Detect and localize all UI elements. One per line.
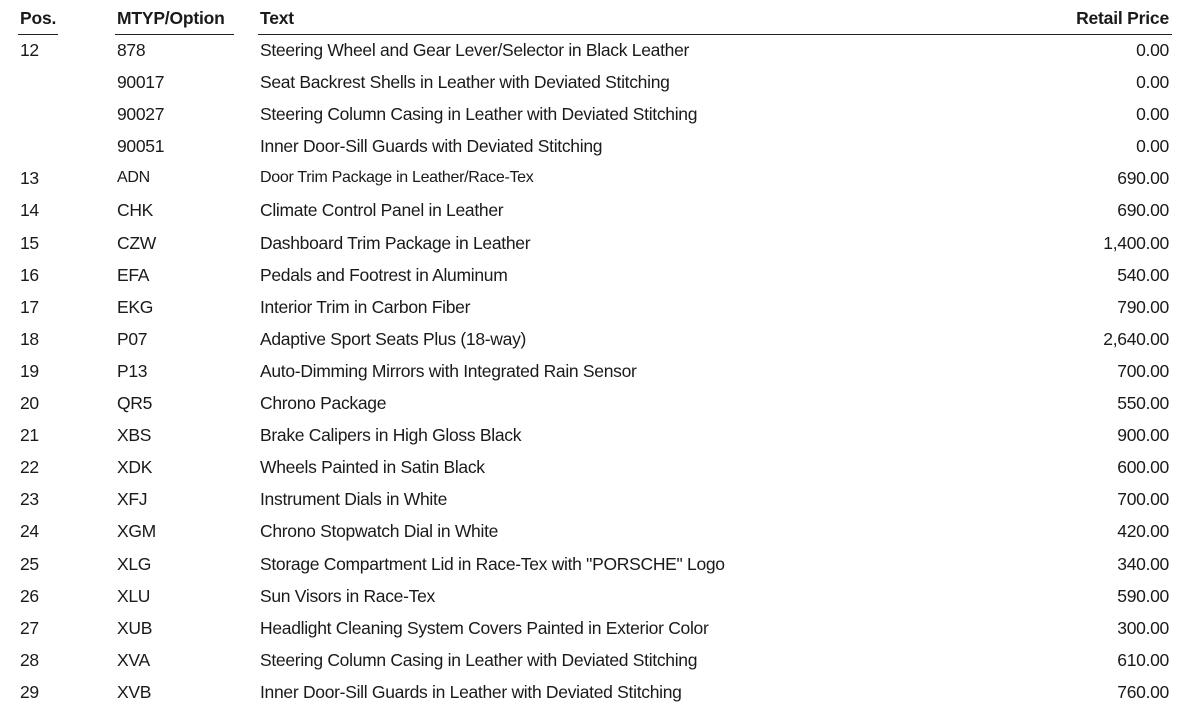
table-row xyxy=(0,99,1189,131)
row-text: Seat Backrest Shells in Leather with Deviated Stitching xyxy=(260,72,670,93)
row-mtyp-option: ADN xyxy=(117,169,150,187)
row-retail-price: 340.00 xyxy=(1117,553,1169,574)
table-body xyxy=(0,35,1189,709)
table-row xyxy=(0,131,1189,163)
row-text: Auto-Dimming Mirrors with Integrated Rain Sensor xyxy=(260,360,637,381)
row-text: Climate Control Panel in Leather xyxy=(260,200,504,221)
header-text: Text xyxy=(260,8,294,28)
row-text: Door Trim Package in Leather/Race-Tex xyxy=(260,169,534,187)
row-retail-price: 900.00 xyxy=(1117,425,1169,446)
table-row xyxy=(0,452,1189,484)
row-mtyp-option: XLG xyxy=(117,553,152,574)
table-row xyxy=(0,163,1189,195)
row-pos: 23 xyxy=(20,489,39,510)
row-mtyp-option: QR5 xyxy=(117,393,153,414)
row-pos: 14 xyxy=(20,200,39,221)
row-mtyp-option: 878 xyxy=(117,40,146,60)
row-retail-price: 540.00 xyxy=(1117,264,1169,285)
table-row xyxy=(0,581,1189,613)
row-retail-price: 550.00 xyxy=(1117,393,1169,414)
row-mtyp-option: P13 xyxy=(117,360,148,381)
row-pos: 24 xyxy=(20,521,39,542)
row-pos: 22 xyxy=(20,457,39,478)
row-text: Interior Trim in Carbon Fiber xyxy=(260,296,471,317)
row-mtyp-option: 90051 xyxy=(117,136,165,157)
row-text: Steering Column Casing in Leather with Deviated Stitching xyxy=(260,649,698,670)
row-pos: 19 xyxy=(20,360,39,381)
row-text: Storage Compartment Lid in Race-Tex with "PORSCHE" Logo xyxy=(260,553,725,574)
row-pos: 16 xyxy=(20,264,39,285)
row-mtyp-option: XBS xyxy=(117,425,152,446)
row-text: Instrument Dials in White xyxy=(260,489,448,510)
row-text: Pedals and Footrest in Aluminum xyxy=(260,264,508,285)
row-pos: 15 xyxy=(20,232,39,253)
row-text: Headlight Cleaning System Covers Painted in Exterior Color xyxy=(260,617,709,638)
row-text: Steering Wheel and Gear Lever/Selector in Black Leather xyxy=(260,40,690,60)
row-mtyp-option: XGM xyxy=(117,521,156,542)
table-row xyxy=(0,645,1189,677)
row-text: Chrono Package xyxy=(260,393,387,414)
table-row xyxy=(0,228,1189,260)
row-mtyp-option: XDK xyxy=(117,457,153,478)
table-header xyxy=(0,4,1189,32)
row-retail-price: 300.00 xyxy=(1117,617,1169,638)
table-row xyxy=(0,484,1189,516)
row-text: Adaptive Sport Seats Plus (18-way) xyxy=(260,328,527,349)
row-mtyp-option: P07 xyxy=(117,328,148,349)
row-mtyp-option: XVB xyxy=(117,681,152,702)
row-retail-price: 610.00 xyxy=(1117,649,1169,670)
table-row xyxy=(0,35,1189,67)
row-mtyp-option: XUB xyxy=(117,617,153,638)
row-retail-price: 790.00 xyxy=(1117,296,1169,317)
table-row xyxy=(0,549,1189,581)
table-row xyxy=(0,195,1189,227)
row-mtyp-option: CZW xyxy=(117,232,156,253)
table-row xyxy=(0,388,1189,420)
row-pos: 27 xyxy=(20,617,39,638)
row-mtyp-option: XVA xyxy=(117,649,150,670)
row-retail-price: 0.00 xyxy=(1136,72,1169,93)
row-text: Dashboard Trim Package in Leather xyxy=(260,232,531,253)
row-mtyp-option: EFA xyxy=(117,264,150,285)
row-retail-price: 600.00 xyxy=(1117,457,1169,478)
row-text: Inner Door-Sill Guards in Leather with Deviated Stitching xyxy=(260,681,682,702)
header-retail-price: Retail Price xyxy=(1076,8,1169,28)
header-pos: Pos. xyxy=(20,8,57,28)
row-pos: 29 xyxy=(20,681,39,702)
table-row xyxy=(0,324,1189,356)
row-retail-price: 2,640.00 xyxy=(1103,328,1169,349)
table-row xyxy=(0,516,1189,548)
row-mtyp-option: 90017 xyxy=(117,72,165,93)
header-mtyp-option: MTYP/Option xyxy=(117,8,225,28)
row-text: Sun Visors in Race-Tex xyxy=(260,585,435,606)
row-pos: 12 xyxy=(20,40,39,60)
row-pos: 20 xyxy=(20,393,39,414)
row-mtyp-option: XLU xyxy=(117,585,151,606)
row-retail-price: 590.00 xyxy=(1117,585,1169,606)
row-pos: 26 xyxy=(20,585,39,606)
row-pos: 25 xyxy=(20,553,39,574)
row-pos: 18 xyxy=(20,328,39,349)
row-mtyp-option: CHK xyxy=(117,200,154,221)
row-text: Chrono Stopwatch Dial in White xyxy=(260,521,499,542)
table-row xyxy=(0,260,1189,292)
row-mtyp-option: XFJ xyxy=(117,489,148,510)
row-retail-price: 0.00 xyxy=(1136,136,1169,157)
row-text: Wheels Painted in Satin Black xyxy=(260,457,485,478)
table-row xyxy=(0,67,1189,99)
table-row xyxy=(0,356,1189,388)
row-text: Brake Calipers in High Gloss Black xyxy=(260,425,522,446)
row-retail-price: 0.00 xyxy=(1136,40,1169,60)
row-pos: 17 xyxy=(20,296,39,317)
table-row xyxy=(0,677,1189,709)
row-retail-price: 690.00 xyxy=(1117,200,1169,221)
table-row xyxy=(0,420,1189,452)
row-mtyp-option: EKG xyxy=(117,296,154,317)
row-text: Inner Door-Sill Guards with Deviated Stitching xyxy=(260,136,603,157)
row-mtyp-option: 90027 xyxy=(117,104,165,125)
row-pos: 28 xyxy=(20,649,39,670)
row-pos: 21 xyxy=(20,425,39,446)
row-retail-price: 420.00 xyxy=(1117,521,1169,542)
row-retail-price: 690.00 xyxy=(1117,168,1169,189)
row-retail-price: 700.00 xyxy=(1117,489,1169,510)
table-row xyxy=(0,292,1189,324)
row-text: Steering Column Casing in Leather with Deviated Stitching xyxy=(260,104,698,125)
row-pos: 13 xyxy=(20,168,39,189)
row-retail-price: 1,400.00 xyxy=(1103,232,1169,253)
row-retail-price: 760.00 xyxy=(1117,681,1169,702)
row-retail-price: 0.00 xyxy=(1136,104,1169,125)
row-retail-price: 700.00 xyxy=(1117,360,1169,381)
table-row xyxy=(0,613,1189,645)
